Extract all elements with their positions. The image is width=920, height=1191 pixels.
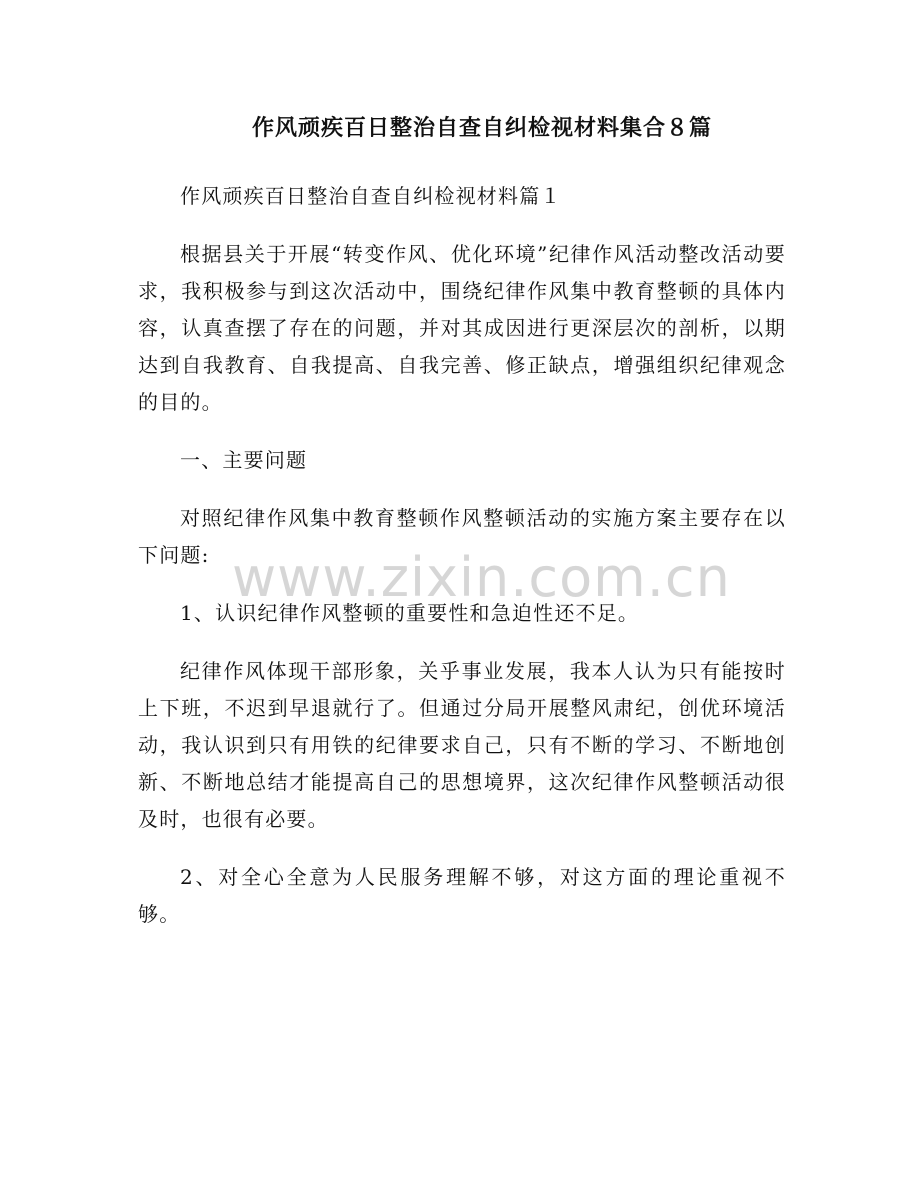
list-item-1-heading: 1、认识纪律作风整顿的重要性和急迫性还不足。 xyxy=(180,601,640,625)
paragraph-problems-overview: 对照纪律作风集中教育整顿作风整顿活动的实施方案主要存在以下问题: xyxy=(138,506,786,567)
paragraph-intro: 根据县关于开展“转变作风、优化环境”纪律作风活动整改活动要求，我积极参与到这次活动中，围绕纪律作风集中教育整顿的具体内容，认真查摆了存在的问题，并对其成因进行更深层次的剖析，以期达到自我教育、自我提高、自我完善、修正缺点，增强组织纪律观念的目的。 xyxy=(138,242,786,414)
section-subtitle: 作风顽疾百日整治自查自纠检视材料篇１ xyxy=(180,184,562,208)
document-body xyxy=(138,178,786,933)
list-item-2-heading: 2、对全心全意为人民服务理解不够，对这方面的理论重视不够。 xyxy=(138,865,786,926)
paragraph-item-1-detail: 纪律作风体现干部形象，关乎事业发展，我本人认为只有能按时上下班，不迟到早退就行了。但通过分局开展整风肃纪，创优环境活动，我认识到只有用铁的纪律要求自己，只有不断的学习、不断地创新、不断地总结才能提高自己的思想境界，这次纪律作风整顿活动很及时，也很有必要。 xyxy=(138,659,786,831)
section-heading-main-problems: 一、主要问题 xyxy=(180,448,308,472)
document-title: 作风顽疾百日整治自查自纠检视材料集合８篇 xyxy=(251,116,712,141)
watermark: www.zixin.com.cn xyxy=(232,546,731,609)
